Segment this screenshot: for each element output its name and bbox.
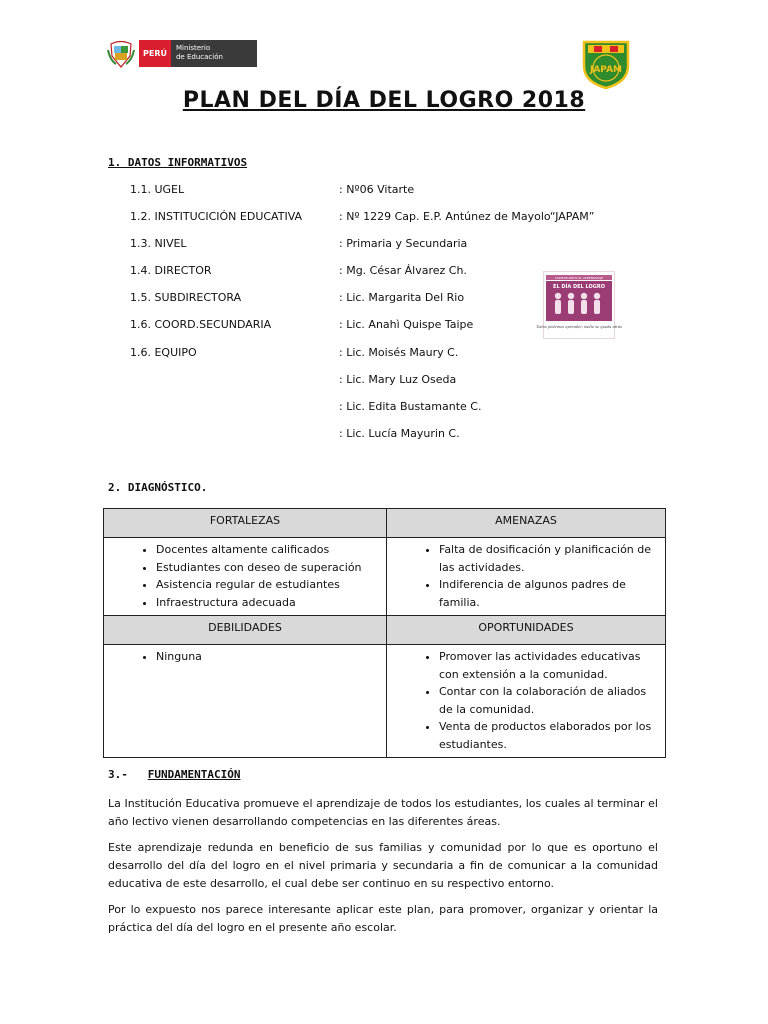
section1-heading	[108, 156, 247, 169]
list-item: • Ninguna	[156, 648, 386, 666]
ministry-name	[171, 40, 257, 67]
info-label: 1.6. COORD.SECUNDARIA	[130, 318, 272, 331]
paragraph: Por lo expuesto nos parece interesante aplicar este plan, para promover, organizar y orientar la práctica del día del logro en el presente año escolar.	[108, 903, 658, 934]
section1-heading-text: 1. DATOS INFORMATIVOS	[108, 156, 248, 169]
amenazas-list	[387, 538, 665, 615]
school-logo-text: JAPAM	[589, 65, 623, 75]
amenazas-cell	[387, 538, 666, 616]
info-label: 1.1. UGEL	[130, 183, 185, 196]
info-value: : Lic. Lucía Mayurin C.	[339, 427, 460, 440]
list-item: • Contar con la colaboración de aliados de la comunidad.	[439, 683, 657, 718]
list-item: • Docentes altamente calificados	[156, 541, 386, 559]
amenazas-header: AMENAZAS	[387, 509, 666, 538]
info-row	[130, 346, 690, 362]
info-row	[130, 400, 690, 416]
list-item: • Asistencia regular de estudiantes	[156, 576, 386, 594]
badge-illustration-icon	[536, 272, 622, 338]
info-value: : Lic. Margarita Del Rio	[339, 291, 465, 304]
info-row	[130, 373, 690, 389]
peru-coat-of-arms-icon	[107, 40, 135, 67]
school-crest-icon	[580, 38, 632, 90]
info-label: 1.2. INSTITUCICIÓN EDUCATIVA	[130, 210, 303, 223]
fortalezas-list	[104, 538, 386, 615]
oportunidades-header: OPORTUNIDADES	[387, 616, 666, 645]
badge-top-text: CONSTRUIMOS EL APRENDIZAJE	[554, 276, 604, 280]
page-title: PLAN DEL DÍA DEL LOGRO 2018	[182, 88, 586, 113]
info-value: : Lic. Anahì Quispe Taipe	[339, 318, 474, 331]
info-value: : Nº06 Vitarte	[339, 183, 415, 196]
paragraph: La Institución Educativa promueve el aprendizaje de todos los estudiantes, los cuales al terminar el año lectivo vienen desarrollando competencias en las diferentes áreas.	[108, 797, 658, 828]
info-value: : Lic. Edita Bustamante C.	[339, 400, 482, 413]
list-item: • Infraestructura adecuada	[156, 594, 386, 612]
fortalezas-header: FORTALEZAS	[104, 509, 387, 538]
ministry-line1: Ministerio	[175, 44, 211, 52]
section3-heading	[108, 768, 240, 781]
debilidades-header: DEBILIDADES	[104, 616, 387, 645]
fortalezas-cell	[104, 538, 387, 616]
section3-heading-text: FUNDAMENTACIÓN	[147, 768, 241, 781]
debilidades-list	[104, 645, 386, 670]
dia-del-logro-badge	[536, 271, 622, 339]
info-row	[130, 427, 690, 443]
list-item: • Falta de dosificación y planificación de las actividades.	[439, 541, 657, 576]
badge-bottom-text: Todos podemos aprender, nadie se queda atrás	[536, 325, 622, 329]
paragraph: Este aprendizaje redunda en beneficio de sus familias y comunidad por lo que es oportuno el desarrollo del día del logro en el nivel primaria y secundaria a fin de comunicar a la comunidad educativa de este desarrollo, el cual debe ser continuo en su respectivo entorno.	[108, 841, 658, 890]
list-item: • Promover las actividades educativas con extensión a la comunidad.	[439, 648, 657, 683]
list-item: • Venta de productos elaborados por los estudiantes.	[439, 718, 657, 753]
debilidades-cell	[104, 645, 387, 758]
oportunidades-list	[387, 645, 665, 757]
peru-label: PERÚ	[139, 40, 171, 67]
oportunidades-cell	[387, 645, 666, 758]
info-label: 1.6. EQUIPO	[130, 346, 197, 359]
info-value: : Lic. Moisés Maury C.	[339, 346, 459, 359]
list-item: • Indiferencia de algunos padres de familia.	[439, 576, 657, 611]
info-label: 1.4. DIRECTOR	[130, 264, 212, 277]
ministry-logo	[107, 40, 257, 67]
section2-heading: 2. DIAGNÓSTICO.	[108, 481, 208, 494]
info-label: 1.5. SUBDIRECTORA	[130, 291, 242, 304]
badge-main-text: EL DÍA DEL LOGRO	[553, 284, 605, 290]
info-value: : Lic. Mary Luz Oseda	[339, 373, 457, 386]
info-row	[130, 183, 690, 199]
section3-number: 3.-	[108, 768, 128, 781]
list-item: • Estudiantes con deseo de superación	[156, 559, 386, 577]
info-value: : Mg. César Álvarez Ch.	[339, 264, 467, 277]
ministry-line2: de Educación	[175, 53, 223, 61]
info-row	[130, 210, 690, 226]
diagnostic-table	[103, 508, 666, 758]
info-row	[130, 237, 690, 253]
info-value: : Primaria y Secundaria	[339, 237, 468, 250]
info-value: : Nº 1229 Cap. E.P. Antúnez de Mayolo“JAPAM”	[339, 210, 595, 223]
info-label: 1.3. NIVEL	[130, 237, 187, 250]
